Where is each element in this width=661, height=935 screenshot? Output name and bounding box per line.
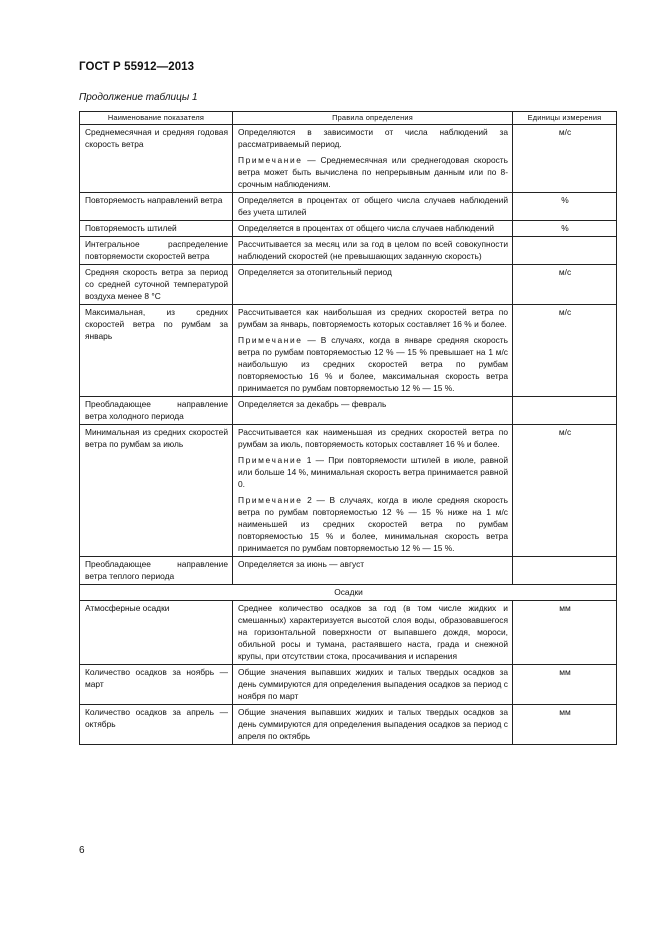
indicators-table xyxy=(79,111,617,745)
rule-text: Определяются в зависимости от числа наблюдений за рассматриваемый период. xyxy=(238,127,508,149)
rule-text: Определяется за декабрь — февраль xyxy=(238,399,387,409)
table-row xyxy=(80,557,617,585)
document-standard-title: ГОСТ Р 55912—2013 xyxy=(79,61,195,73)
indicator-name: Количество осадков за ноябрь — март xyxy=(80,665,233,705)
unit: мм xyxy=(513,705,617,745)
unit xyxy=(513,557,617,585)
note-text: — В случаях, когда в январе средняя скорость ветра по румбам повторяемостью 12 % — 15 % превышает на 1 м/с наибольшую из средних скоростей ветра по румбам повторяемостью 16 % и более, максимальная скорость ветра принимается по румбам повторяемостью 12 % — 15 %. xyxy=(238,335,508,393)
unit: м/с xyxy=(513,125,617,193)
unit: м/с xyxy=(513,265,617,305)
indicator-name: Количество осадков за апрель — октябрь xyxy=(80,705,233,745)
note-text: — Среднемесячная или среднегодовая скорость ветра может быть вычислена по непрерывным данным или по 8-срочным наблюдениям. xyxy=(238,155,508,189)
table-row xyxy=(80,601,617,665)
definition-rule xyxy=(233,705,513,745)
indicator-name: Среднемесячная и средняя годовая скорость ветра xyxy=(80,125,233,193)
indicator-name: Максимальная, из средних скоростей ветра по румбам за январь xyxy=(80,305,233,397)
table-body xyxy=(80,125,617,745)
table-row xyxy=(80,221,617,237)
unit: м/с xyxy=(513,305,617,397)
indicator-name: Преобладающее направление ветра холодного периода xyxy=(80,397,233,425)
page-number: 6 xyxy=(79,845,85,856)
header-units: Единицы измерения xyxy=(513,112,617,125)
note xyxy=(238,334,508,394)
definition-rule xyxy=(233,425,513,557)
note xyxy=(238,154,508,190)
definition-rule xyxy=(233,125,513,193)
note-label: Примечание xyxy=(238,455,303,465)
table-header-row xyxy=(80,112,617,125)
unit: % xyxy=(513,193,617,221)
definition-rule xyxy=(233,305,513,397)
indicator-name: Атмосферные осадки xyxy=(80,601,233,665)
note-label: Примечание xyxy=(238,155,303,165)
header-rules: Правила определения xyxy=(233,112,513,125)
table-row xyxy=(80,705,617,745)
definition-rule xyxy=(233,221,513,237)
rule-text: Рассчитывается как наибольшая из средних скоростей ветра по румбам за январь, повторяемость которых составляет 16 % и более. xyxy=(238,307,508,329)
rule-text: Определяется за отопительный период xyxy=(238,267,392,277)
indicator-name: Минимальная из средних скоростей ветра по румбам за июль xyxy=(80,425,233,557)
table-row xyxy=(80,425,617,557)
definition-rule xyxy=(233,265,513,305)
definition-rule xyxy=(233,193,513,221)
rule-text: Определяется в процентах от общего числа случаев наблюдений xyxy=(238,223,494,233)
indicator-name: Средняя скорость ветра за период со средней суточной температурой воздуха менее 8 °С xyxy=(80,265,233,305)
note-label: Примечание xyxy=(238,335,303,345)
indicator-name: Повторяемость штилей xyxy=(80,221,233,237)
table-row xyxy=(80,265,617,305)
table-row xyxy=(80,665,617,705)
unit: мм xyxy=(513,665,617,705)
indicator-name: Повторяемость направлений ветра xyxy=(80,193,233,221)
unit xyxy=(513,397,617,425)
note-label: Примечание xyxy=(238,495,303,505)
rule-text: Общие значения выпавших жидких и талых твердых осадков за день суммируются для определения выпадения осадков за период с апреля по октябрь xyxy=(238,707,508,741)
rule-text: Определяется в процентах от общего числа случаев наблюдений без учета штилей xyxy=(238,195,508,217)
header-indicator-name: Наименование показателя xyxy=(80,112,233,125)
note-text: 2 — В случаях, когда в июле средняя скорость ветра по румбам повторяемостью 12 % — 15 % ниже на 1 м/с наименьшей из средних скоростей ветра по румбам повторяемостью 15 % и более, минимальная скорость ветра принимается по румбам повторяемостью 12 % — 15 %. xyxy=(238,495,508,553)
definition-rule xyxy=(233,397,513,425)
note xyxy=(238,454,508,490)
table-row xyxy=(80,193,617,221)
definition-rule xyxy=(233,665,513,705)
definition-rule xyxy=(233,557,513,585)
rule-text: Определяется за июнь — август xyxy=(238,559,365,569)
table-caption: Продолжение таблицы 1 xyxy=(79,92,198,103)
table-row xyxy=(80,305,617,397)
unit: мм xyxy=(513,601,617,665)
table-row xyxy=(80,237,617,265)
section-row xyxy=(80,585,617,601)
indicator-name: Интегральное распределение повторяемости скоростей ветра xyxy=(80,237,233,265)
table-row xyxy=(80,125,617,193)
unit: м/с xyxy=(513,425,617,557)
rule-text: Рассчитывается за месяц или за год в целом по всей совокупности наблюдений скоростей (не превышающих заданную скорость) xyxy=(238,239,508,261)
table-row xyxy=(80,397,617,425)
rule-text: Общие значения выпавших жидких и талых твердых осадков за день суммируются для определения выпадения осадков за период с ноября по март xyxy=(238,667,508,701)
indicator-name: Преобладающее направление ветра теплого периода xyxy=(80,557,233,585)
rule-text: Рассчитывается как наименьшая из средних скоростей ветра по румбам за июль, повторяемость которых составляет 16 % и более. xyxy=(238,427,508,449)
rule-text: Среднее количество осадков за год (в том числе жидких и смешанных) характеризуется высотой слоя воды, образовавшегося на горизонтальной поверхности от выпавшего дождя, мороси, обильной росы и тумана, растаявшего наста, града и снежной крупы, при отсутствии стока, просачивания и испарения xyxy=(238,603,508,661)
note xyxy=(238,494,508,554)
note-text: 1 — При повторяемости штилей в июле, равной или больше 14 %, минимальная скорость ветра принимается равной 0. xyxy=(238,455,508,489)
definition-rule xyxy=(233,601,513,665)
definition-rule xyxy=(233,237,513,265)
section-title: Осадки xyxy=(80,585,617,601)
unit: % xyxy=(513,221,617,237)
unit xyxy=(513,237,617,265)
